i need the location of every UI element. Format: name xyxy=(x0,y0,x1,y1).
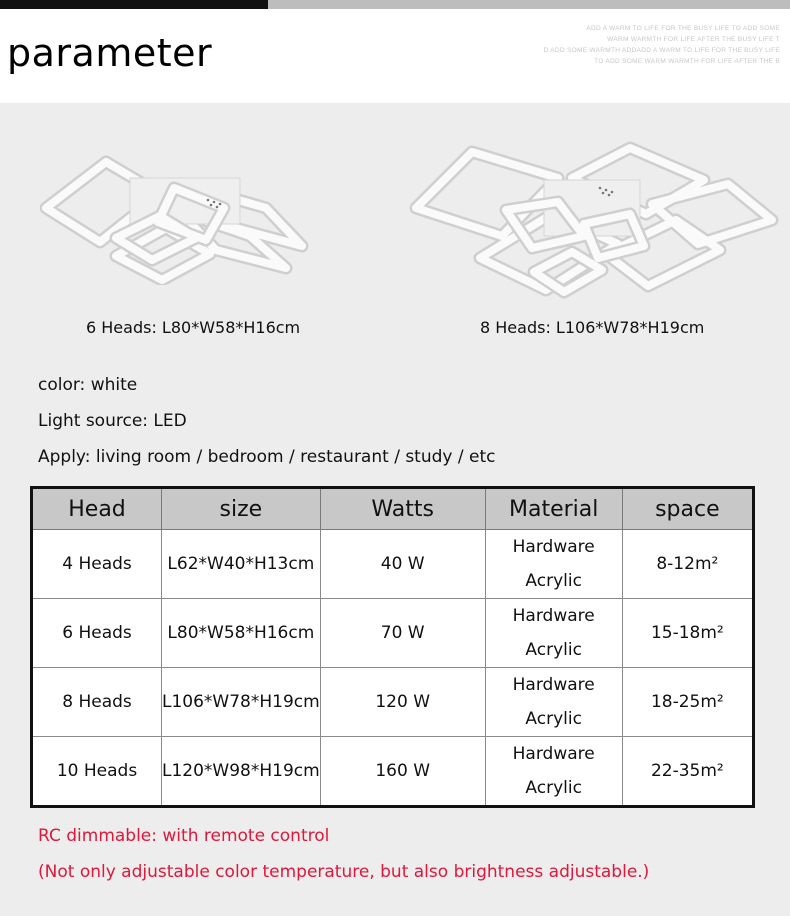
tagline-line: WARM WARMTH FOR LIFE AFTER THE BUSY LIFE T xyxy=(607,36,780,43)
column-header-size: size xyxy=(162,488,321,530)
table-row xyxy=(32,668,754,737)
table-row xyxy=(32,599,754,668)
cell-space: 15-18m² xyxy=(622,599,753,668)
column-header-space: space xyxy=(622,488,753,530)
product-caption-8-heads: 8 Heads: L106*W78*H19cm xyxy=(480,318,705,337)
cell-watts: 40 W xyxy=(320,530,485,599)
spec-light-source: Light source: LED xyxy=(38,411,187,431)
header xyxy=(0,9,790,103)
cell-head: 10 Heads xyxy=(32,737,162,807)
table-header-row xyxy=(32,488,754,530)
spec-table xyxy=(30,486,755,808)
cell-space: 22-35m² xyxy=(622,737,753,807)
tagline xyxy=(480,23,780,67)
top-bar-grey-segment xyxy=(268,0,790,9)
tagline-line: TO ADD SOME WARM WARMTH FOR LIFE AFTER THE B xyxy=(594,58,780,65)
material-hardware: Hardware xyxy=(512,537,595,557)
top-bar xyxy=(0,0,790,9)
cell-size: L120*W98*H19cm xyxy=(162,737,321,807)
lamp-8-heads-illustration xyxy=(408,140,783,305)
cell-material xyxy=(485,530,622,599)
cell-size: L62*W40*H13cm xyxy=(162,530,321,599)
table-row xyxy=(32,737,754,807)
cell-size: L106*W78*H19cm xyxy=(162,668,321,737)
material-acrylic: Acrylic xyxy=(525,640,582,660)
material-acrylic: Acrylic xyxy=(525,571,582,591)
cell-space: 8-12m² xyxy=(622,530,753,599)
cell-watts: 160 W xyxy=(320,737,485,807)
spec-color: color: white xyxy=(38,375,138,395)
material-hardware: Hardware xyxy=(512,675,595,695)
cell-space: 18-25m² xyxy=(622,668,753,737)
material-acrylic: Acrylic xyxy=(525,709,582,729)
cell-watts: 70 W xyxy=(320,599,485,668)
cell-watts: 120 W xyxy=(320,668,485,737)
tagline-line: D ADD SOME WARMTH ADDADD A WARM TO LIFE FOR THE BUSY LIFE xyxy=(543,47,780,54)
tagline-line: ADD A WARM TO LIFE FOR THE BUSY LIFE TO ADD SOME xyxy=(586,25,780,32)
lamp-6-heads-illustration xyxy=(40,150,330,285)
note-remote-control: RC dimmable: with remote control xyxy=(38,826,330,846)
material-hardware: Hardware xyxy=(512,606,595,626)
product-image-6-heads xyxy=(40,150,330,285)
table-row xyxy=(32,530,754,599)
cell-material xyxy=(485,599,622,668)
product-caption-6-heads: 6 Heads: L80*W58*H16cm xyxy=(86,318,301,337)
cell-material xyxy=(485,668,622,737)
note-brightness: (Not only adjustable color temperature, but also brightness adjustable.) xyxy=(38,862,650,882)
material-acrylic: Acrylic xyxy=(525,778,582,798)
cell-head: 6 Heads xyxy=(32,599,162,668)
cell-head: 8 Heads xyxy=(32,668,162,737)
cell-size: L80*W58*H16cm xyxy=(162,599,321,668)
column-header-head: Head xyxy=(32,488,162,530)
spec-apply: Apply: living room / bedroom / restaurant / study / etc xyxy=(38,447,496,467)
cell-material xyxy=(485,737,622,807)
column-header-material: Material xyxy=(485,488,622,530)
column-header-watts: Watts xyxy=(320,488,485,530)
cell-head: 4 Heads xyxy=(32,530,162,599)
top-bar-dark-segment xyxy=(0,0,268,9)
material-hardware: Hardware xyxy=(512,744,595,764)
page-title: parameter xyxy=(7,31,213,75)
product-image-8-heads xyxy=(408,140,783,305)
